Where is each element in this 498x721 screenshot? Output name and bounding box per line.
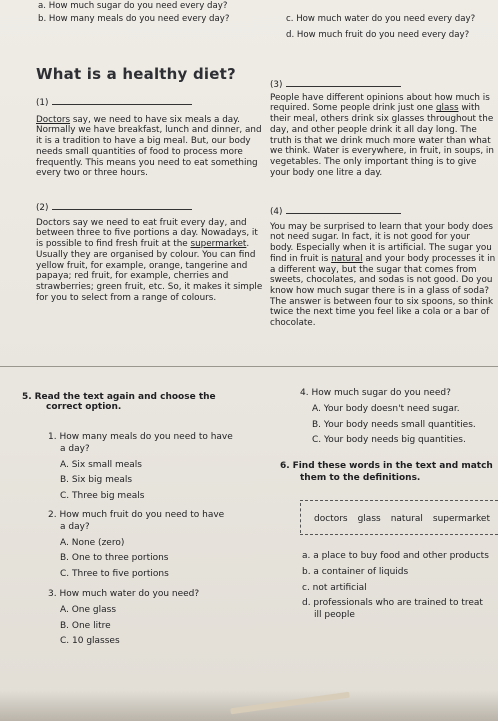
- option-4a[interactable]: A. Your body doesn't need sugar.: [312, 403, 460, 414]
- top-question-b: b. How many meals do you need every day?: [38, 14, 230, 24]
- definition-a: a. a place to buy food and other products: [302, 551, 489, 561]
- word-box-glass: glass: [357, 514, 381, 524]
- section-3-text-a: People have different opinions about how much is required. Some people drink just one: [270, 92, 490, 114]
- article-title: What is a healthy diet?: [36, 65, 236, 83]
- top-question-d: d. How much fruit do you need every day?: [286, 30, 470, 40]
- definitions: [302, 551, 498, 622]
- question-4: [300, 388, 498, 447]
- exercise-5-heading: [22, 392, 262, 412]
- section-4-text-c: and your body processes it in a different way, but the sugar that comes from sweets, chocolates, and sodas is not good. Do you know how much sugar there is in a glass of soda? The answer is between four to six spoons, so think twice the next time you feel like a cola or a bar of chocolate.: [270, 253, 496, 329]
- option-3b[interactable]: B. One litre: [60, 620, 111, 631]
- section-2-label: (2): [36, 203, 49, 213]
- answer-blank-3[interactable]: [286, 78, 401, 87]
- answer-blank-2[interactable]: [52, 201, 192, 210]
- option-4c[interactable]: C. Your body needs big quantities.: [312, 435, 466, 446]
- question-1-text: 1. How many meals do you need to have: [48, 432, 233, 442]
- question-3-text: 3. How much water do you need?: [48, 589, 200, 599]
- word-box-natural: natural: [390, 514, 423, 524]
- exercise-5-title-line1: Read the text again and choose the: [34, 392, 216, 402]
- option-1a[interactable]: A. Six small meals: [60, 459, 142, 470]
- option-2a[interactable]: A. None (zero): [60, 537, 125, 548]
- section-4-text-a: You may be surprised to learn that your body does not need sugar. In fact, it is not good for your body. Especially when it is artificial. The sugar you find in fruit is: [270, 221, 493, 264]
- option-2b[interactable]: B. One to three portions: [60, 553, 169, 564]
- option-3a[interactable]: A. One glass: [60, 604, 117, 615]
- question-2-text-b: a day?: [60, 521, 90, 532]
- answer-blank-1[interactable]: [52, 96, 192, 105]
- exercise-5-number: 5.: [22, 392, 32, 402]
- word-natural: natural: [331, 253, 363, 264]
- question-2-text: 2. How much fruit do you need to have: [48, 510, 225, 520]
- option-4b[interactable]: B. Your body needs small quantities.: [312, 419, 476, 430]
- question-2: [48, 510, 268, 581]
- word-box-left-border: [300, 503, 301, 533]
- section-3-heading: [270, 78, 496, 91]
- exercise-6-title-line1: Find these words in the text and match: [292, 461, 493, 471]
- section-4-heading: [270, 205, 496, 218]
- top-question-c: c. How much water do you need every day?: [286, 14, 476, 24]
- option-2c[interactable]: C. Three to five portions: [60, 569, 169, 580]
- definition-d: d. professionals who are trained to treat: [302, 598, 483, 609]
- option-1b[interactable]: B. Six big meals: [60, 475, 133, 486]
- word-box-bottom-border: [300, 534, 498, 535]
- word-doctors: Doctors: [36, 114, 71, 125]
- word-glass: glass: [435, 103, 459, 114]
- section-2-text-a: Doctors say we need to eat fruit every day, and between three to five portions a day. Nowadays, it is possible to find fresh fruit at the: [36, 217, 258, 250]
- word-box: [314, 514, 498, 524]
- section-divider: [0, 366, 498, 367]
- section-1-label: (1): [36, 98, 49, 108]
- option-3c[interactable]: C. 10 glasses: [60, 636, 120, 647]
- exercise-6-heading: [280, 461, 498, 485]
- section-4: [270, 205, 496, 329]
- section-3: [270, 78, 496, 178]
- answer-blank-4[interactable]: [286, 205, 401, 214]
- exercise-5-title-line2: correct option.: [46, 402, 122, 412]
- definition-b: b. a container of liquids: [302, 566, 409, 577]
- word-box-doctors: doctors: [314, 514, 348, 524]
- section-2-text-c: . Usually they are organised by colour. You can find yellow fruit, for example, orange, tangerine and papaya; red fruit, for example, cherries and strawberries; green fruit, etc. So, it makes it simple for you to select from a range of colours.: [36, 239, 263, 303]
- option-1c[interactable]: C. Three big meals: [60, 491, 145, 502]
- section-2-body: [36, 218, 266, 304]
- exercise-6-title-line2: them to the definitions.: [300, 472, 421, 483]
- top-question-a: a. How much sugar do you need every day?: [38, 1, 228, 11]
- section-4-label: (4): [270, 207, 283, 217]
- definition-c: c. not artificial: [302, 582, 367, 593]
- question-3: [48, 589, 268, 648]
- definition-d-line2: ill people: [314, 610, 355, 621]
- section-3-label: (3): [270, 80, 283, 90]
- word-supermarket: supermarket: [190, 239, 247, 250]
- section-3-body: [270, 93, 496, 179]
- question-1: [48, 432, 268, 503]
- section-3-text-c: with their meal, others drink six glasses throughout the day, and other people drink it all day long. The truth is that we drink much more water than what we think. Water is everywhere, in fruit, in soups, in vegetables. The only important thing is to give your body one litre a day.: [270, 103, 494, 178]
- section-1-heading: [36, 96, 266, 109]
- section-2-heading: [36, 201, 266, 214]
- word-box-supermarket: supermarket: [432, 514, 490, 524]
- section-4-body: [270, 222, 496, 329]
- word-box-top-border: [300, 500, 498, 501]
- section-1-body: [36, 115, 266, 179]
- section-1: [36, 96, 266, 179]
- section-1-text: say, we need to have six meals a day. Normally we have breakfast, lunch and dinner, and it is a tradition to have a big meal. But, our body needs small quantities of food to process more frequently. This means you need to eat something every two or three hours.: [36, 114, 262, 179]
- section-2: [36, 201, 266, 303]
- question-4-text: 4. How much sugar do you need?: [300, 388, 451, 398]
- exercise-6-number: 6.: [280, 461, 290, 471]
- question-1-text-b: a day?: [60, 443, 90, 454]
